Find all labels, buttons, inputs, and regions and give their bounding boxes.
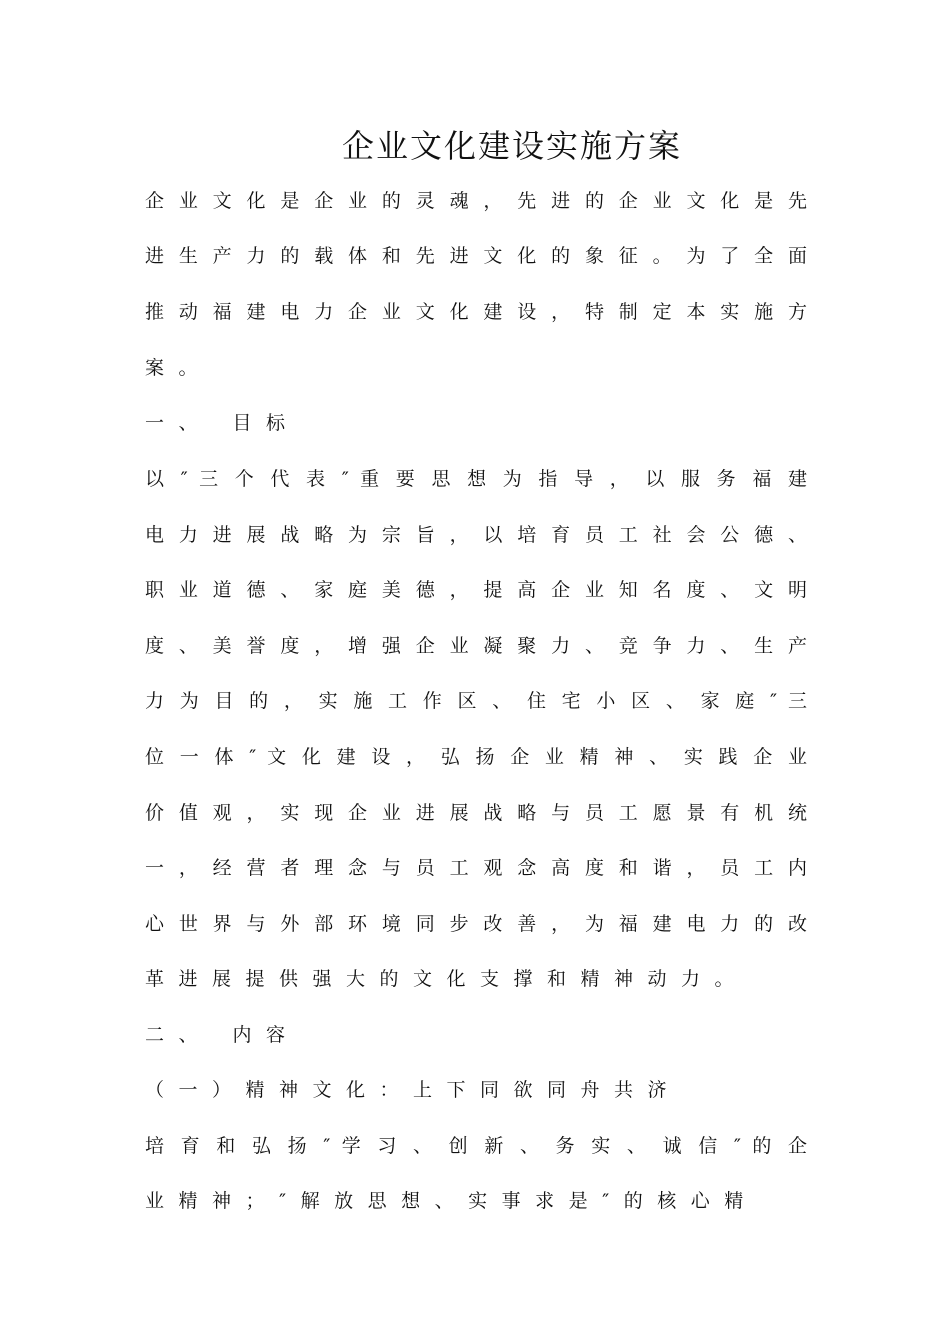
body-line: 位 一 体 ″ 文 化 建 设 ， 弘 扬 企 业 精 神 、 实 践 企 业 [145, 746, 807, 768]
body-line: 以 ″ 三 个 代 表 ″ 重 要 思 想 为 指 导 ， 以 服 务 福 建 [145, 468, 807, 490]
body-line: 职 业 道 德 、 家 庭 美 德 ， 提 高 企 业 知 名 度 、 文 明 [145, 579, 807, 601]
section-heading: 一、 目标 [145, 412, 300, 434]
body-line: 进 生 产 力 的 载 体 和 先 进 文 化 的 象 征 。 为 了 全 面 [145, 245, 807, 267]
body-line: 案。 [145, 357, 213, 379]
body-line: 企 业 文 化 是 企 业 的 灵 魂 ， 先 进 的 企 业 文 化 是 先 [145, 190, 807, 212]
body-line: 心 世 界 与 外 部 环 境 同 步 改 善 ， 为 福 建 电 力 的 改 [145, 913, 807, 935]
body-line: 一 ， 经 营 者 理 念 与 员 工 观 念 高 度 和 谐 ， 员 工 内 [145, 857, 807, 879]
body-line: 力 为 目 的 ， 实 施 工 作 区 、 住 宅 小 区 、 家 庭 ″ 三 [145, 690, 807, 712]
body-line: 推 动 福 建 电 力 企 业 文 化 建 设 ， 特 制 定 本 实 施 方 [145, 301, 807, 323]
body-line: 电 力 进 展 战 略 为 宗 旨 ， 以 培 育 员 工 社 会 公 德 、 [145, 524, 807, 546]
body-line: 价 值 观 ， 实 现 企 业 进 展 战 略 与 员 工 愿 景 有 机 统 [145, 802, 807, 824]
body-line: 培 育 和 弘 扬 ″ 学 习 、 创 新 、 务 实 、 诚 信 ″ 的 企 [145, 1135, 807, 1157]
body-line: 革进展提供强大的文化支撑和精神动力。 [145, 968, 749, 990]
body-line: 度 、 美 誉 度 ， 增 强 企 业 凝 聚 力 、 竞 争 力 、 生 产 [145, 635, 807, 657]
body-line: 业精神；″解放思想、实事求是″的核心精 [145, 1190, 758, 1212]
document-title: 企业文化建设实施方案 [342, 127, 683, 165]
section-heading: 二、 内容 [145, 1024, 300, 1046]
subsection-heading: （一）精神文化：上下同欲同舟共济 [145, 1079, 682, 1101]
